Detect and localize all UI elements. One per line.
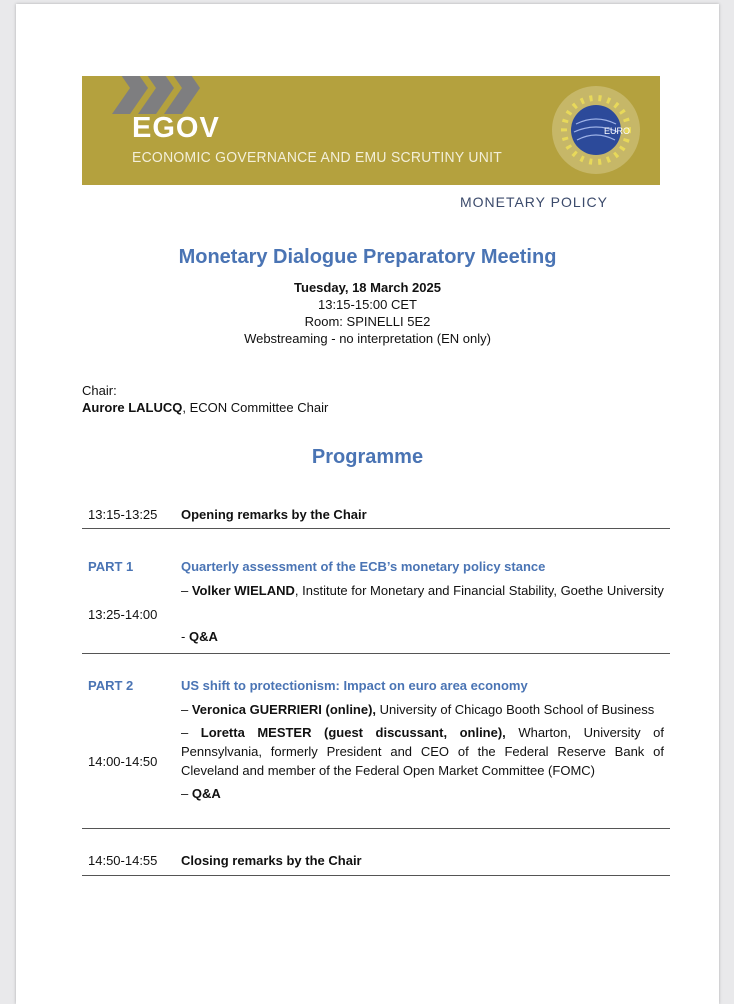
dash: – — [181, 725, 201, 740]
chair-name: Aurore LALUCQ — [82, 400, 183, 415]
chevron-arrows-logo — [112, 76, 208, 114]
part1-speaker-name: Volker WIELAND — [191, 583, 295, 598]
document-page — [16, 4, 719, 1004]
part2-speaker1-name: Veronica GUERRIERI (online), — [191, 702, 377, 717]
part1-label: PART 1 — [88, 559, 134, 574]
dash: – — [181, 702, 192, 717]
emblem-text: EURO — [604, 126, 631, 136]
meeting-time: 13:15-15:00 CET — [317, 297, 417, 312]
parliament-emblem-icon — [550, 84, 642, 176]
dash: – — [181, 583, 192, 598]
part2-qa — [181, 784, 664, 803]
divider — [82, 528, 670, 529]
meeting-room: Room: SPINELLI 5E2 — [304, 314, 431, 329]
qa-prefix: – — [181, 786, 192, 801]
programme-heading: Programme — [311, 446, 424, 468]
part1-time: 13:25-14:00 — [88, 607, 158, 622]
part2-speaker-1 — [181, 700, 664, 719]
part2-speaker-2 — [181, 723, 664, 780]
part1-qa-label: Q&A — [188, 629, 218, 644]
part2-speaker1-affiliation: University of Chicago Booth School of Business — [376, 702, 655, 717]
header-banner — [82, 76, 660, 185]
chair-label: Chair: — [82, 383, 117, 398]
qa-prefix: - — [181, 629, 189, 644]
chair-role: , ECON Committee Chair — [182, 400, 329, 415]
part2-label: PART 2 — [88, 678, 134, 693]
part1-speaker — [181, 581, 664, 600]
part1-speaker-affiliation: , Institute for Monetary and Financial Stability, Goethe University — [294, 583, 664, 598]
unit-name: ECONOMIC GOVERNANCE AND EMU SCRUTINY UNIT — [132, 149, 503, 166]
section-label: MONETARY POLICY — [459, 194, 608, 210]
part2-title: US shift to protectionism: Impact on euro area economy — [181, 678, 528, 693]
opening-title: Opening remarks by the Chair — [181, 507, 367, 522]
part2-qa-label: Q&A — [191, 786, 221, 801]
egov-logo-text: EGOV — [132, 112, 220, 144]
part2-time: 14:00-14:50 — [88, 754, 158, 769]
divider — [82, 875, 670, 876]
opening-time: 13:15-13:25 — [88, 507, 158, 522]
meeting-date: Tuesday, 18 March 2025 — [294, 280, 441, 295]
meeting-title: Monetary Dialogue Preparatory Meeting — [178, 246, 557, 268]
part1-qa — [181, 627, 664, 646]
chair-line — [82, 400, 328, 415]
part2-speaker2-name: Loretta MESTER (guest discussant, online), — [200, 725, 506, 740]
part2-speaker2-affiliation: Wharton, University of Pennsylvania, formerly President and CEO of the Federal Reserve Bank of Cleveland and member of the Federal Open Market Committee (FOMC) — [181, 725, 664, 778]
closing-title: Closing remarks by the Chair — [181, 853, 362, 868]
divider — [82, 828, 670, 829]
closing-time: 14:50-14:55 — [88, 853, 158, 868]
meeting-streaming: Webstreaming - no interpretation (EN only) — [244, 331, 491, 346]
part1-title: Quarterly assessment of the ECB’s monetary policy stance — [181, 559, 546, 574]
divider — [82, 653, 670, 654]
